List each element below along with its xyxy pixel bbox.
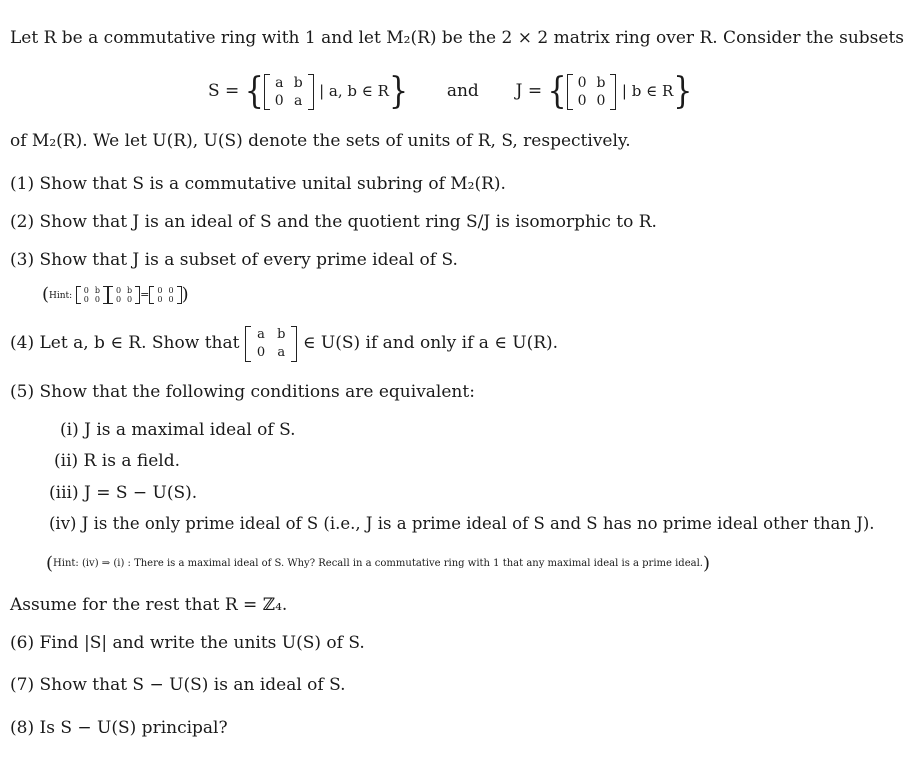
subitem-iv: (iv) J is the only prime ideal of S (i.e., J is a prime ideal of S and S has no prime ideal other than J).: [49, 514, 875, 533]
intro-text: Let R be a commutative ring with 1 and let M₂(R) be the 2 × 2 matrix ring over R. Consider the subsets: [10, 28, 905, 48]
hint-matrix-2: 0 b 0 0: [108, 286, 140, 304]
j-condition: | b ∈ R: [621, 82, 674, 100]
left-brace-j: {: [547, 69, 567, 112]
assumption: Assume for the rest that R = ℤ₄.: [10, 595, 288, 615]
hint-matrix-3: 0 0 0 0: [149, 286, 181, 304]
item-4: (4) Let a, b ∈ R. Show that a b 0 a ∈ U(S) if and only if a ∈ U(R).: [10, 326, 559, 360]
set-definitions: [208, 71, 692, 111]
left-brace: {: [244, 69, 264, 112]
hint-5: (Hint: (iv) ⇒ (i) : There is a maximal ideal of S. Why? Recall in a commutative ring with 1 that any maximal ideal is a prime ideal.): [46, 553, 710, 574]
item-2: (2) Show that J is an ideal of S and the quotient ring S/J is isomorphic to R.: [10, 212, 657, 232]
s-condition: | a, b ∈ R: [319, 82, 389, 100]
subitem-iii: (iii) J = S − U(S).: [49, 483, 198, 503]
item-8: (8) Is S − U(S) principal?: [10, 718, 228, 738]
item-6: (6) Find |S| and write the units U(S) of S.: [10, 633, 365, 653]
item-1: (1) Show that S is a commutative unital subring of M₂(R).: [10, 174, 506, 194]
hint-3-label: Hint:: [49, 291, 73, 301]
subitem-i: (i) J is a maximal ideal of S.: [60, 420, 296, 440]
right-brace-j: }: [673, 69, 693, 112]
item-7: (7) Show that S − U(S) is an ideal of S.: [10, 675, 346, 695]
hint-equals: =: [140, 288, 150, 301]
item-5: (5) Show that the following conditions are equivalent:: [10, 382, 475, 402]
subitem-ii: (ii) R is a field.: [54, 451, 180, 471]
item-4-matrix: a b 0 a: [245, 326, 298, 362]
and-word: and: [446, 81, 479, 101]
s-lhs: S =: [208, 81, 240, 101]
units-line: of M₂(R). We let U(R), U(S) denote the sets of units of R, S, respectively.: [10, 131, 631, 151]
j-lhs: J =: [515, 81, 543, 101]
hint-matrix-1: 0 b 0 0: [76, 286, 108, 304]
j-matrix: 0 b 0 0: [567, 74, 617, 110]
s-matrix: a b 0 a: [264, 74, 314, 110]
hint-3: (Hint: 0 b 0 0 0 b 0 0 = 0 0 0 0 ): [42, 284, 189, 305]
right-brace: }: [388, 69, 409, 112]
item-3: (3) Show that J is a subset of every prime ideal of S.: [10, 250, 458, 270]
